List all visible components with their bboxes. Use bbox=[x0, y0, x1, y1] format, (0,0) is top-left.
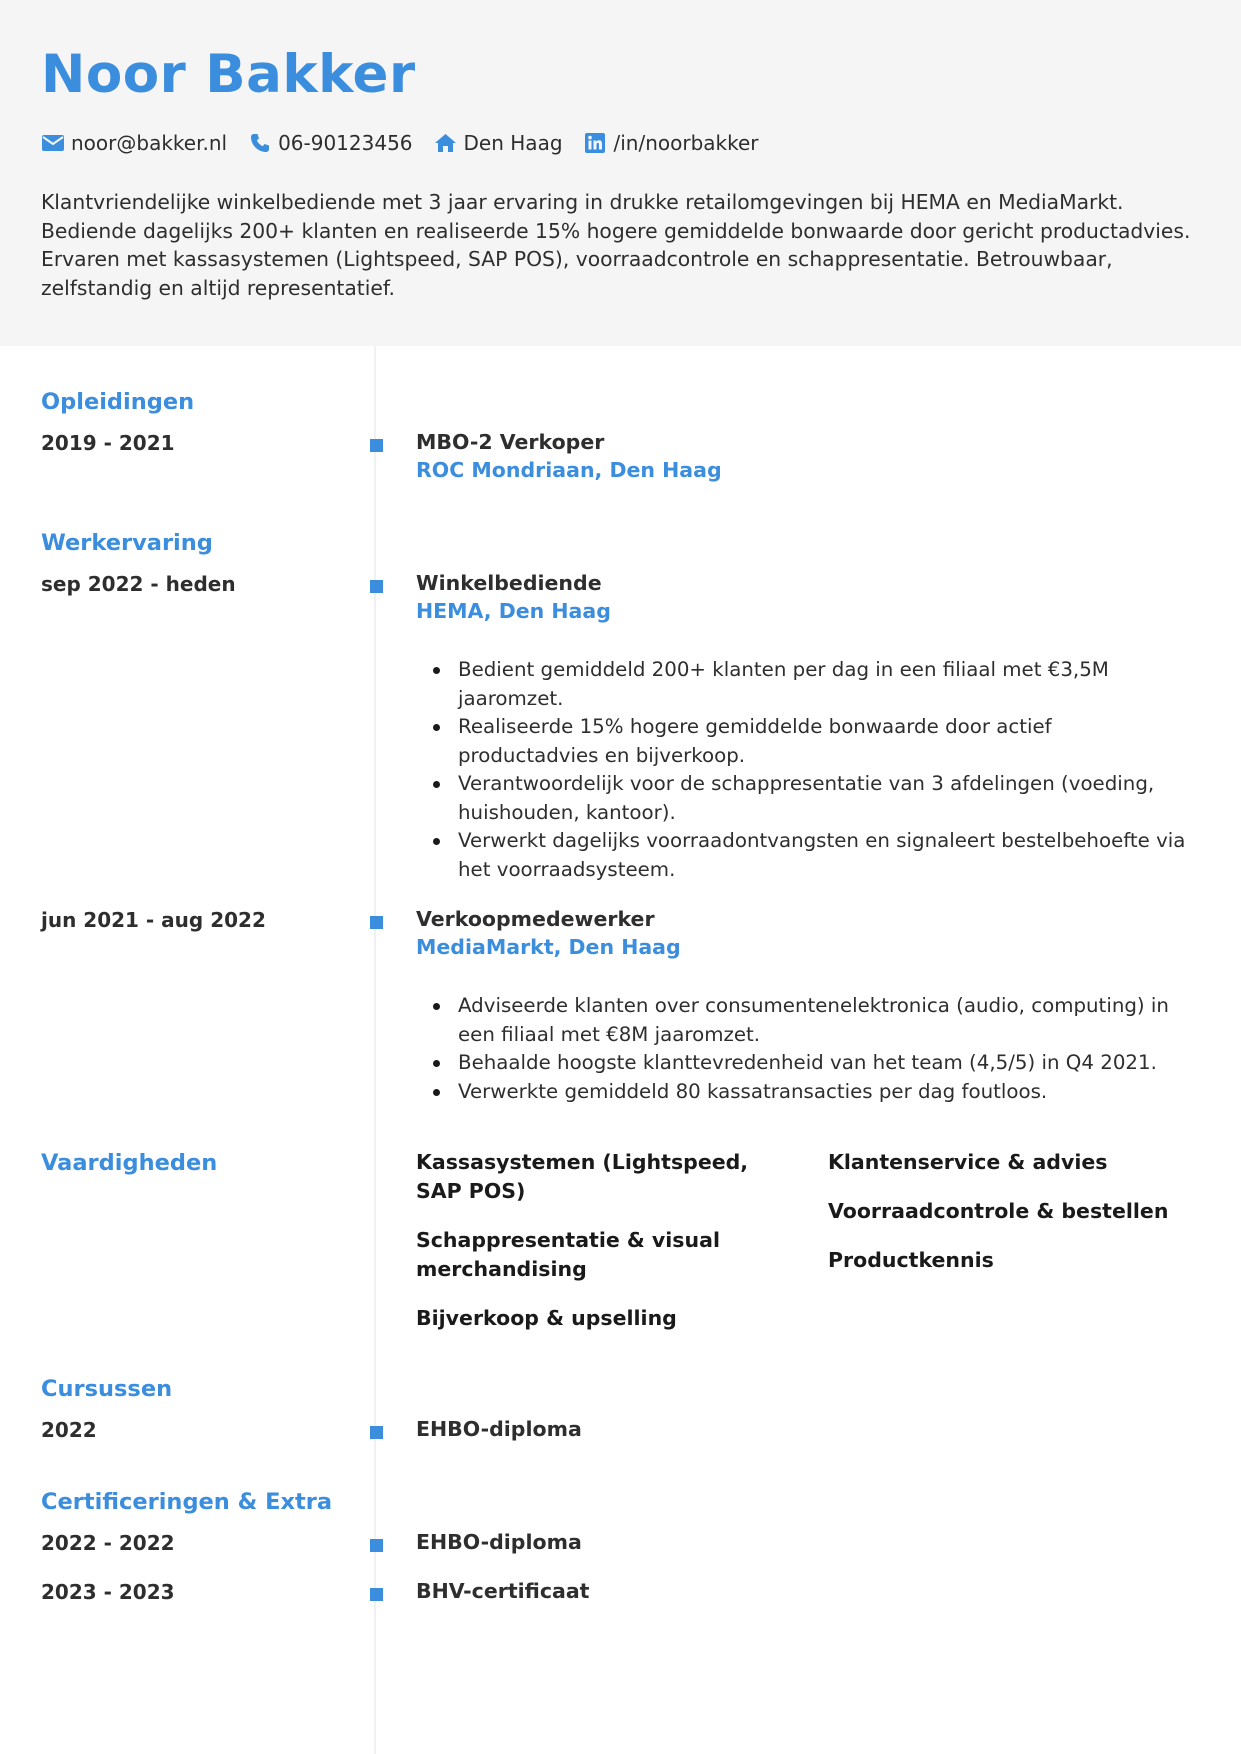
job-title: Verkoopmedewerker bbox=[416, 907, 655, 931]
timeline-marker bbox=[370, 1426, 383, 1439]
timeline-marker bbox=[370, 580, 383, 593]
skill-item: Bijverkoop & upselling bbox=[416, 1306, 677, 1330]
list-item: Verwerkt dagelijks voorraadontvangsten en signaleert bestelbehoefte via het voorraadsysteem. bbox=[416, 827, 1196, 884]
skill-item: Voorraadcontrole & bestellen bbox=[828, 1199, 1169, 1223]
envelope-icon bbox=[41, 132, 64, 155]
education-date: 2019 - 2021 bbox=[41, 431, 175, 455]
candidate-name: Noor Bakker bbox=[41, 44, 416, 105]
certification-date: 2022 - 2022 bbox=[41, 1531, 175, 1555]
timeline-marker bbox=[370, 1539, 383, 1552]
job-achievements bbox=[416, 656, 1196, 884]
contact-row bbox=[41, 129, 780, 157]
job-achievements bbox=[416, 992, 1196, 1106]
course-title: EHBO-diploma bbox=[416, 1417, 582, 1441]
job-employer: HEMA, Den Haag bbox=[416, 599, 611, 623]
contact-linkedin-text: /in/noorbakker bbox=[613, 131, 759, 155]
job-date: sep 2022 - heden bbox=[41, 572, 236, 596]
contact-linkedin[interactable] bbox=[584, 131, 759, 155]
education-title: MBO-2 Verkoper bbox=[416, 430, 605, 454]
list-item: Bedient gemiddeld 200+ klanten per dag in een filiaal met €3,5M jaaromzet. bbox=[416, 656, 1196, 713]
list-item: Verantwoordelijk voor de schappresentatie van 3 afdelingen (voeding, huishouden, kantoor). bbox=[416, 770, 1196, 827]
skill-item: Kassasystemen (Lightspeed, SAP POS) bbox=[416, 1150, 749, 1203]
list-item: Behaalde hoogste klanttevredenheid van het team (4,5/5) in Q4 2021. bbox=[416, 1049, 1196, 1078]
linkedin-icon bbox=[584, 132, 607, 155]
list-item: Realiseerde 15% hogere gemiddelde bonwaarde door actief productadvies en bijverkoop. bbox=[416, 713, 1196, 770]
profile-summary: Klantvriendelijke winkelbediende met 3 jaar ervaring in drukke retailomgevingen bij HEMA en MediaMarkt. Bediende dagelijks 200+ klanten en realiseerde 15% hogere gemiddelde bonwaarde door gericht productadvies. Ervaren met kassasystemen (Lightspeed, SAP POS), voorraadcontrole en schappresentatie. Betrouwbaar, zelfstandig en altijd representatief. bbox=[41, 190, 1191, 300]
certification-title: EHBO-diploma bbox=[416, 1530, 582, 1554]
timeline-marker bbox=[370, 1588, 383, 1601]
job-employer: MediaMarkt, Den Haag bbox=[416, 935, 681, 959]
contact-email-text: noor@bakker.nl bbox=[71, 131, 228, 155]
section-title-education: Opleidingen bbox=[41, 389, 195, 415]
list-item: Verwerkte gemiddeld 80 kassatransacties per dag foutloos. bbox=[416, 1078, 1196, 1107]
skill-item: Productkennis bbox=[828, 1248, 994, 1272]
job-date: jun 2021 - aug 2022 bbox=[41, 908, 266, 932]
certification-title: BHV-certificaat bbox=[416, 1579, 590, 1603]
contact-phone-text: 06-90123456 bbox=[278, 131, 413, 155]
job-title: Winkelbediende bbox=[416, 571, 602, 595]
skill-item: Schappresentatie & visual merchandising bbox=[416, 1228, 720, 1281]
timeline-marker bbox=[370, 916, 383, 929]
section-title-certifications: Certificeringen & Extra bbox=[41, 1489, 333, 1515]
skill-item: Klantenservice & advies bbox=[828, 1150, 1108, 1174]
list-item: Adviseerde klanten over consumentenelektronica (audio, computing) in een filiaal met €8M jaaromzet. bbox=[416, 992, 1196, 1049]
contact-phone[interactable] bbox=[248, 131, 412, 155]
contact-location bbox=[434, 131, 563, 155]
certification-date: 2023 - 2023 bbox=[41, 1580, 175, 1604]
section-title-skills: Vaardigheden bbox=[41, 1150, 218, 1176]
contact-email[interactable] bbox=[41, 131, 227, 155]
phone-icon bbox=[248, 132, 271, 155]
course-date: 2022 bbox=[41, 1418, 97, 1442]
timeline-marker bbox=[370, 439, 383, 452]
section-title-courses: Cursussen bbox=[41, 1376, 173, 1402]
header bbox=[0, 0, 1241, 346]
section-title-experience: Werkervaring bbox=[41, 530, 213, 556]
education-institution: ROC Mondriaan, Den Haag bbox=[416, 458, 722, 482]
home-icon bbox=[434, 132, 457, 155]
contact-location-text: Den Haag bbox=[463, 131, 563, 155]
